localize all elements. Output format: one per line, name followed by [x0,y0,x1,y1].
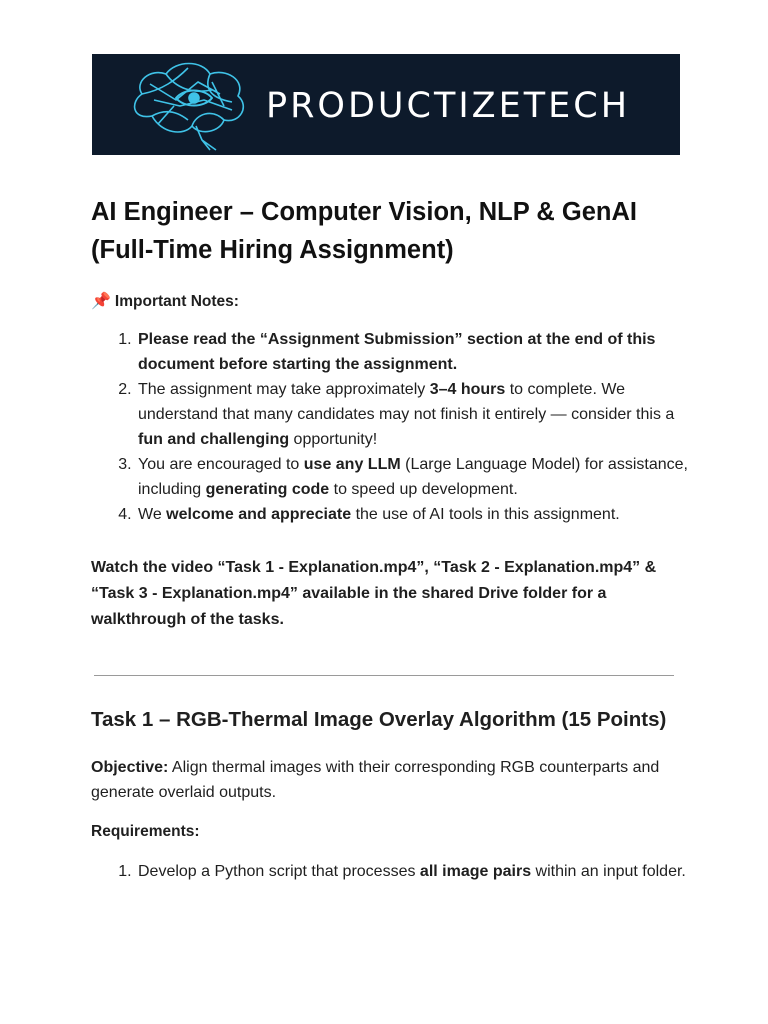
requirement-text: Develop a Python script that processes [138,863,420,880]
page-title [91,193,691,269]
list-item [136,452,691,502]
note-bold: 3–4 hours [429,381,506,398]
note-text: the use of AI tools in this assignment. [351,506,620,523]
note-1-bold: Please read the “Assignment Submission” section at the end of this document before starting the assignment. [138,331,656,373]
task-1-heading: Task 1 – RGB-Thermal Image Overlay Algorithm (15 Points) [91,708,667,731]
list-item [136,502,691,527]
list-item [136,327,691,377]
requirement-text: within an input folder. [531,863,686,880]
title-line-2: (Full-Time Hiring Assignment) [91,236,454,264]
task-1-section [91,705,691,884]
notes-heading-label: Important Notes: [114,293,239,310]
note-text: You are encouraged to [138,456,304,473]
list-item [136,377,691,452]
title-line-1: AI Engineer – Computer Vision, NLP & GenAI [91,198,637,226]
objective-label: Objective: [91,759,169,776]
objective-text: Align thermal images with their corresponding RGB counterparts and generate overlaid outputs. [91,759,660,801]
document-body [91,193,691,633]
list-item [136,859,691,884]
note-text: to speed up development. [329,481,518,498]
note-bold: generating code [205,481,330,498]
pushpin-icon: 📌 [91,293,111,310]
notes-heading [91,291,691,313]
requirements-heading: Requirements: [91,823,200,840]
section-divider [94,675,674,676]
note-text: The assignment may take approximately [138,381,430,398]
note-bold: fun and challenging [138,431,290,448]
watch-video-note: Watch the video “Task 1 - Explanation.mp4”, “Task 2 - Explanation.mp4” & “Task 3 - Explanation.mp4” available in the shared Drive folder for a walkthrough of the tasks. [91,559,657,628]
requirement-bold: all image pairs [419,863,532,880]
note-text: opportunity! [289,431,378,448]
note-text: to complete. We understand that many candidates may not finish it entirely — consider this a [138,381,675,423]
requirements-list [91,859,691,884]
note-text: We [138,506,167,523]
brand-name: PRODUCTIZETECH [266,86,631,126]
note-text: (Large Language Model) for assistance, including [138,456,688,498]
objective-paragraph [91,755,691,805]
note-bold: welcome and appreciate [166,506,352,523]
notes-list [91,327,691,527]
note-bold: use any LLM [303,456,401,473]
